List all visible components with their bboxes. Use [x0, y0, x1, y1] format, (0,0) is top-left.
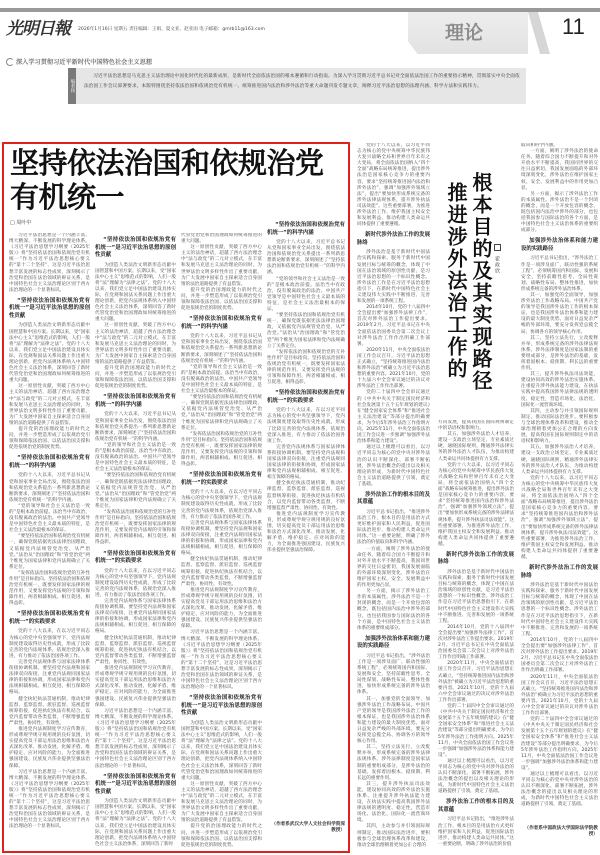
paragraph: 习近平法治思想是一个内涵丰富、博大精深、不断发展的科学理论体系。《习近平法治思想学习纲要（2025年版）》将“坚持依法治国和依规治党有机统一”作为习近平法治思想核心要义的“第十二个坚持”，这是习近平法治思想丰富发展的标志性成果，深刻揭示了治党和治国在法治领域的辩证关系，是中国特色社会主义法治理论区别于西方法治理论的一个显著标识。: [9, 769, 90, 830]
left-article-author: □ 周叶中: [10, 220, 32, 226]
section-heading: “坚持依法治国和依规治党有机统一”的实践要求: [9, 611, 90, 625]
paragraph: 2020年11月，中央全面依法治国工作会议召开，习近平法治思想正式确立，“坚持统筹推进国内法治和涉外法治”被确立为习近平法治思想的重要内容。2021年10月，党的十九届六中全会审议通过的决议对涉外法治工作作出部署。: [438, 661, 514, 703]
paragraph: 完善党内法规体系与国家法律体系衔接协调机制。要坚持党内法规和国家法律双向衔接，注重党内法规同国家法律的衔接和协调，形成国家法律和党内法规相辅相成、相互促进、相互保障的格局。: [95, 599, 176, 635]
paragraph: 提升党的治国理政能力的时代之问，并进一步塑造形成了以依规治党引领和保障依法治国、以依法治国支撑和促进依规治党的制度优势。: [181, 287, 262, 312]
paragraph: 方向发展，提高我国在国际规则制定中的话语权和影响力。: [438, 420, 514, 432]
paragraph: 完善党内法规体系与国家法律体系衔接协调机制。要坚持党内法规和国家法律双向衔接，注重党内法规同国家法律的衔接和协调，形成国家法律和党内法规相辅相成、相互促进、相互保障的格局。: [181, 520, 262, 557]
paragraph: 其二，坚持立法先行，立改废释并举，形成系统完备的涉外法律法规体系。涉外法律制度是国家法制的重要组成部分，是涉外法治的基础，发挥着固根本、稳预期、利长远的重要作用。: [521, 335, 598, 372]
section-heading: 新时代涉外法治工作的发展脉络: [521, 565, 598, 579]
paragraph: 习近平总书记指出，“涉外法治工作是一项涉及面广、联动性强的系统工程”，必须统筹国内和国际、发展和安全，坚持前瞻性思考、全局性谋划、战略性布局、整体性推进，加快形成系统完备的涉外法治体系。: [357, 653, 430, 696]
paragraph: 其一，加强党的全面领导，加强涉外法治工作战略布局。中国共产党的领导是我国涉外法治工作的根本保证，也是我国涉外法治体系和能力建设的最大制度优势。面对日益复杂严峻的外部环境，要充分发挥党总揽全局、协调各方的领导核心作用。: [521, 292, 598, 335]
paragraph: 2014年10月，党的十八届四中全会提出要“加强涉外法律工作”，首次对涉外法治工作提出要求。2019年2月，习近平总书记在中央全面依法治国委员会第二次会议上对涉外法治工作作出明确工作部署。: [521, 637, 598, 674]
paragraph: 涉外法治是基于新时代中国法治实践和探索、服务于新时代中国发展目标与统筹的概念，体现了中国在法治领域的原创性贡献，是习近平法治思想的一个标识性概念。涉外法治工作是在习近平法治思想指引下，在新时代中国特色社会主义建设伟大实践中不断推进、完善和发展的一项系统工程。: [521, 583, 598, 637]
paragraph: 为创造人类法治文明新形态贡献中国智慧和中国方案。长期以来，受“国家法中心主义”思维范式的影响，人们一般将“法”理解为“法律之法”。党的十八大以来，我们党立足中国法治建设具体实际，在党规和国法关系问题上作出重大理论创新，把党内法规体系纳入中国特色社会主义法治体系，深刻回答了新时代管党治党和治国理政如何统筹推进的重大问题。: [95, 262, 176, 323]
paragraph: 其五，加强涉外法治人才培养，建设一支政治立场坚定、专业素质过硬、通晓国际规则、精通涉外法律实务的涉外法治人才队伍，为推动构建人类命运共同体提供有力支撑。: [521, 445, 598, 475]
paragraph: 党的十八大以来，在以习近平同志为核心的党中央坚强领导下，党内法规制度建设取得历史性成就，形成了比较完善的党内法规体系，依规治党深入推进，有力推动了依法治国各项工作。: [9, 629, 90, 659]
paragraph: 党的二十届四中全会审议通过的《中共中央关于制定国民经济和社会发展第十五个五年规划的建议》在“健全国家安全体系”和“推进社会主义法治建设”等部分提出明确要求，为今后5年涉外法治工作指明方向。2025年11月，中央全面依法治国工作会议进一步强调“加强涉外法治体系和能力建设”。: [357, 390, 430, 445]
right-article-bio: （作者系中国政法大学国际法学院教授）: [524, 826, 598, 838]
header-rule: [0, 8, 600, 12]
paragraph: 党的十八大以来，在以习近平同志为核心的党中央坚强领导下，党内法规制度建设取得历史性成就，形成了比较完善的党内法规体系，依规治党深入推进，有力推动了依法治国各项工作。: [267, 408, 345, 444]
right-article-author: 霍政欣: [494, 256, 500, 274]
paragraph: “要坚持依法治国和依规治党有机统一，确保党既依据宪法法律治国理政，又依据党内法规管党治党、从严治党。”法治从“治国理政”和“管党治党”两个维度为国家法律和党内法规确立了关系定位。: [9, 534, 90, 570]
section-heading: “坚持依法治国和依规治党有机统一”的科学内涵: [181, 316, 262, 330]
author-box-icon: [494, 244, 501, 251]
section-heading: “坚持依法治国和依规治党有机统一”的科学内涵: [267, 222, 345, 236]
paragraph: 党的二十届四中全会审议通过的《中共中央关于制定国民经济和社会发展第十五个五年规划的建议》在“健全国家安全体系”和“推进社会主义法治建设”等部分提出明确要求，为今后5年涉外法治工作指明方向。2025年11月，中央全面依法治国工作会议进一步强调“加强涉外法治体系和能力建设”。: [521, 717, 598, 771]
paragraph: 这一原创性贡献，突破了西方中心主义的法治神话，超越了西方法治理念中“法与政党”的二元对立模式，在丰富和发展马克思主义法治理论的同时，为世界法治文明多样性作出了重要贡献，为广大发展中国家自主探索适合自身国情的法治道路提供了有益借鉴。: [181, 245, 262, 287]
paragraph: 党的十八大以来，以习近平同志为核心的党中央统筹中华民族伟大复兴战略全局和世界百年未有之大变局，将全面依法治国纳入“四个全面”战略布局统筹推进，提出涉外法治是国家核心竞争力的重要内容，要求“坚持统筹推进国内法治和涉外法治”，强调“加强涉外领域立法”，提出“要加快形成系统完备的涉外法律法规体系，提升涉外执法司法效能”。这些重要部署，为推进涉外法治工作、维护我国主权安全和发展利益、推动构建人类命运共同体提供了重要遵循。: [521, 475, 598, 560]
paragraph: 推进党内法规制度学习宣传教育，形成尊规学规守规用规的良好氛围，切实提高党员干部运用法治思维和法治方式深化改革、推动发展、化解矛盾、维护稳定、应对风险的能力，为全面推进强国建设、民族复兴伟业提供坚强法治保障。: [9, 726, 90, 769]
paragraph: 通过以上梳理可以看出，以习近平同志为核心的党中央对涉外法治的认识不断深化、部署不断拓展，涉外法治概念的提出以及相关理论的形成，为新时代中国特色社会主义法治道路提供了引领，奠定了基础。: [438, 758, 514, 795]
paragraph: 习近平总书记指出，“涉外法治工作是一项涉及面广、联动性强的系统工程”，必须统筹国内和国际、发展和安全，坚持前瞻性思考、全局性谋划、战略性布局、整体性推进，加快形成系统完备的涉外法治体系。: [521, 256, 598, 292]
right-article-title-line: 根本目的及其实现路径: [469, 172, 493, 392]
series-heading: [6, 57, 152, 66]
paragraph: 党的十八大以来，以习近平同志为核心的党中央统筹中华民族伟大复兴战略全局和世界百年未有之大变局，将全面依法治国纳入“四个全面”战略布局统筹推进，提出涉外法治是国家核心竞争力的重要内容，要求“坚持统筹推进国内法治和涉外法治”，强调“加强涉外领域立法”，提出“要加快形成系统完备的涉外法律法规体系，提升涉外执法司法效能”。这些重要部署，为推进涉外法治工作、维护我国主权安全和发展利益、推动构建人类命运共同体提供了重要遵循。: [438, 462, 514, 547]
paragraph: “党的领导和社会主义法治是一致的”是根本政治前提。法治当中有政治，没有脱离政治的法治。中国共产党领导是中国特色社会主义最本质的特征，是社会主义法治最根本的保证。: [95, 442, 176, 473]
left-article-title: [10, 146, 324, 214]
section-heading: 新时代涉外法治工作的发展脉络: [438, 551, 514, 566]
paragraph: 完善党内法规体系与国家法律体系衔接协调机制。要坚持党内法规和国家法律双向衔接，注重党内法规同国家法律的衔接和协调，形成国家法律和党内法规相辅相成、相互促进、相互保障的格局。: [267, 444, 345, 481]
section-heading: “坚持依法治国和依规治党有机统一”是习近平法治思想的原创性贡献: [181, 695, 262, 717]
page-number: 11: [562, 14, 585, 39]
left-article-column: [9, 233, 90, 849]
paragraph: “要坚持依法治国和依规治党有机统一，确保党既依据宪法法律治国理政，又依据党内法规管党治党、从严治党。”法治从“治国理政”和“管党治党”两个维度为国家法律和党内法规确立了关系定位。: [181, 395, 262, 431]
paragraph: 健全执纪执法贯通机制，推动纪律监督、监察监督、派驻监督、巡视监督统筹衔接，促进执纪执法有机结合，以党内监督带动各类监督，不断增强监督严肃性、协同性、有效性。: [95, 635, 176, 665]
paragraph: 其二，坚持立法先行，立改废释并举，形成系统完备的涉外法律法规体系。涉外法律制度是国家法制的重要组成部分，是涉外法治的基础，发挥着固根本、稳预期、利长远的重要作用。: [357, 745, 430, 781]
paragraph: 为创造人类法治文明新形态贡献中国智慧和中国方案。长期以来，受“国家法中心主义”思维范式的影响，人们一般将“法”理解为“法律之法”。党的十八大以来，我们党立足中国法治建设具体实际，在党规和国法关系问题上作出重大理论创新，把党内法规体系纳入中国特色社会主义法治体系，深刻回答了新时代管党治党和治国理政如何统筹推进的重大问题。: [181, 720, 262, 781]
paragraph: “发挥依法治国和依规治党的互补性作用”是目标指向。坚持依法治国和依规治党有机统一，既要发挥国家法律的规范作用，又要发挥党内法规的引领和保障作用，两者相辅相成、相互促进、相得益彰。: [95, 509, 176, 546]
section-heading: 加强涉外法治体系和能力建设的实践路径: [357, 635, 430, 650]
paragraph: “党的领导和社会主义法治是一致的”是根本政治前提。法治当中有政治，没有脱离政治的法治。中国共产党领导是中国特色社会主义最本质的特征，是社会主义法治最根本的保证。: [267, 276, 345, 313]
paragraph: 习近平总书记指出，“推进涉外法治工作，根本目的是用法治方式更好维护国家和人民利益，促进国际法治进步，推动构建人类命运共同体。”这一重要论断，明确了涉外法治的价值: [438, 817, 514, 847]
paragraph: 涉外法治是基于新时代中国法治实践和探索、服务于新时代中国发展目标与统筹的概念，体现了中国在法治领域的原创性贡献，是习近平法治思想的一个标识性概念。涉外法治工作是在习近平法治思想指引下，在新时代中国特色社会主义建设伟大实践中不断推进、完善和发展的一项系统工程。: [357, 250, 430, 305]
left-article-bio: （作者系武汉大学人文社会科学资深教授）: [271, 822, 345, 834]
paragraph: 提升党的治国理政能力的时代之问，并进一步塑造形成了以依规治党引领和保障依法治国、以依法治国支撑和促进依规治党的制度优势。: [9, 427, 90, 451]
series-title: 深入学习贯彻习近平新时代中国特色社会主义思想: [16, 59, 153, 66]
section-heading: 加强涉外法治体系和能力建设的实践路径: [521, 238, 598, 252]
editor-note-tag: 编者按: [68, 68, 76, 104]
paragraph: 为创造人类法治文明新形态贡献中国智慧和中国方案。长期以来，受“国家法中心主义”思维范式的影响，人们一般将“法”理解为“法律之法”。党的十八大以来，我们党立足中国法治建设具体实际，在党规和国法关系问题上作出重大理论创新，把党内法规体系纳入中国特色社会主义法治体系，深刻回答了新时: [95, 799, 176, 847]
section-heading: “坚持依法治国和依规治党有机统一”的实践要求: [181, 472, 262, 486]
paragraph: 2020年11月，中央全面依法治国工作会议召开，习近平法治思想正式确立，“坚持统筹推进国内法治和涉外法治”被确立为习近平法治思想的重要内容。2021年10月，党的十九届六中全会审议通过的决议对涉外法治工作作出部署。: [357, 347, 430, 390]
masthead-logo: 光明日報: [6, 19, 70, 39]
paragraph: 通过以上梳理可以看出，以习近平同志为核心的党中央对涉外法治的认识不断深化、部署不断拓展，涉外法治概念的提出以及相关理论的形成，为新时代中国特色社会主义法治道路提供了引领，奠定了基础。: [357, 445, 430, 487]
left-article-column: [95, 233, 176, 849]
paragraph: 健全执纪执法贯通机制，推动纪律监督、监察监督、派驻监督、巡视监督统筹衔接，促进执纪执法有机结合，以党内监督带动各类监督，不断增强监督严肃性、协同性、有效性。: [267, 481, 345, 511]
paragraph: 提升党的治国理政能力的时代之问，并进一步塑造形成了以依规治党引领和保障依法治国、以依法治国支撑和促进依规治党的制度优势。: [181, 824, 262, 848]
section-heading: “坚持依法治国和依规治党有机统一”的科学内涵: [95, 394, 176, 408]
paragraph: 推进党内法规制度学习宣传教育，形成尊规学规守规用规的良好氛围，切实提高党员干部运用法治思维和法治方式深化改革、推动发展、化解矛盾、维护稳定、应对风险的能力，为全面推进强国建设、民族复兴伟业提供坚强法治保障。: [267, 511, 345, 554]
section-heading: “坚持依法治国和依规治党有机统一”是习近平法治思想的原创性贡献: [95, 237, 176, 258]
right-article-column: [357, 143, 430, 850]
paragraph: 推进党内法规制度学习宣传教育，形成尊规学规守规用规的良好氛围，切实提高党员干部运用法治思维和法治方式深化改革、推动发展、化解矛盾、维护稳定、应对风险的能力，为全面推进强国建设、民族复兴伟业提供坚强法治保障。: [95, 666, 176, 708]
paragraph: 2014年10月，党的十八届四中全会提出要“加强涉外法律工作”，首次对涉外法治工作提出要求。2019年2月，习近平总书记在中央全面依法治国委员会第二次会议上对涉外法治工作作出明确工作部署。: [438, 624, 514, 661]
paragraph: “党的领导和社会主义法治是一致的”是根本政治前提。法治当中有政治，没有脱离政治的法治。中国共产党领导是中国特色社会主义最本质的特征，是社会主义法治最根本的保证。: [181, 364, 262, 395]
paragraph: 党的二十届四中全会审议通过的《中共中央关于制定国民经济和社会发展第十五个五年规划的建议》在“健全国家安全体系”和“推进社会主义法治建设”等部分提出明确要求，为今后5年涉外法治工作指明方向。2025年11月，中央全面依法治国工作会议进一步强调“加强涉外法治体系和能力建设”。: [438, 704, 514, 758]
section-heading: 涉外法治工作的根本目的及其意蕴: [357, 491, 430, 506]
paragraph: 其四，主动参与并引领国际规则制定，推动国际法治进步。要积极参与全球治理体系改革和建设，推动全球治理朝着更加公正合理的: [357, 824, 430, 848]
paragraph: 习近平法治思想是一个内涵丰富、博大精深、不断发展的科学理论体系。《习近平法治思想学习纲要（2025年版）》将“坚持依法治国和依规治党有机统一”作为习近平法治思想核心要义的“第十二个坚持”，这是习近平法治思想丰富发展的标志性成果，深刻揭示了治党和治国在法治领域的辩证关系，是中国特色社会主义法治理论区别于西方法治理论的一个显著标识。: [9, 233, 90, 293]
paragraph: 为创造人类法治文明新形态贡献中国智慧和中国方案。长期以来，受“国家法中心主义”思维范式的影响，人们一般将“法”理解为“法律之法”。党的十八大以来，我们党立足中国法治建设具体实际，在党规和国法关系问题上作出重大理论创新，把党内法规体系纳入中国特色社会主义法治体系，深刻回答了新时代管党治党和治国理政如何统筹推进的重大问题。: [9, 323, 90, 384]
dateline: 2026年1月16日 星期五 责任编辑：王娟、夏文亚、赵亚雨 电子邮箱：gmrb11@163.com: [78, 27, 265, 32]
section-heading: 新时代涉外法治工作的发展脉络: [357, 232, 430, 246]
paragraph: 代管党治党和治国理政如何统筹推进的重大问题。: [181, 233, 262, 245]
section-heading: “坚持依法治国和依规治党有机统一”是习近平法治思想的原创性贡献: [9, 297, 90, 319]
paragraph: 涉外法治是基于新时代中国法治实践和探索、服务于新时代中国发展目标与统筹的概念，体现了中国在法治领域的原创性贡献，是习近平法治思想的一个标识性概念。涉外法治工作是在习近平法治思想指引下，在新时代中国特色社会主义建设伟大实践中不断推进、完善和发展的一项系统工程。: [438, 569, 514, 624]
paragraph: 党的十八大以来，习近平总书记从党和国家事业全局出发，围绕依法治国和依规治党关系提出一系列新思想新论断新要求，深刻阐述了“坚持依法治国和依规治党有机统一”的科学内涵。: [267, 240, 345, 276]
section-heading: “坚持依法治国和依规治党有机统一”的实践要求: [267, 390, 345, 404]
title-line: 有机统一: [10, 180, 125, 214]
paragraph: 另一方面，揭示了涉外法治工作的本质属性。涉外法治不是一个封闭的概念，而是一个开放包容的概念，既包括国内法治中涉外的部分，也包括我国参与国际法治的各个方面，是中国特色社会主义法治体系的重要组成部分。: [357, 589, 430, 631]
paragraph: 提升党的治国理政能力的时代之问，并进一步塑造形成了以依规治党引领和保障依法治国、以依法治国支撑和促进依规治党的制度优势。: [95, 366, 176, 390]
paragraph: 党的十八大以来，在以习近平同志为核心的党中央坚强领导下，党内法规制度建设取得历史性成就，形成了比较完善的党内法规体系，依规治党深入推进，有力推动了依法治国各项工作。: [181, 490, 262, 520]
paragraph: “发挥依法治国和依规治党的互补性作用”是目标指向。坚持依法治国和依规治党有机统一，既要发挥国家法律的规范作用，又要发挥党内法规的引领和保障作用，两者相辅相成、相互促进、相得益彰。: [9, 570, 90, 607]
paragraph: 取向和科学内涵。: [521, 143, 558, 148]
paragraph: 党的十八大以来，以习近平同志为核心的党中央统筹中华民族伟大复兴战略全局和世界百年未有之大变局，将全面依法治国纳入“四个全面”战略布局统筹推进，提出涉外法治是国家核心竞争力的重要内容，要求“坚持统筹推进国内法治和涉外法治”，强调“加强涉外领域立法”，提出“要加快形成系统完备的涉外法律法规体系，提升涉外执法司法效能”。这些重要部署，为推进涉外法治工作、维护我国主权安全和发展利益、推动构建人类命运共同体提供了重要遵循。: [357, 143, 430, 228]
section-heading: 涉外法治工作的根本目的及其意蕴: [438, 799, 514, 813]
paragraph: 习近平法治思想是一个内涵丰富、博大精深、不断发展的科学理论体系。《习近平法治思想学习纲要（2025年版）》将“坚持依法治国和依规治党有机统一”作为习近平法治思想核心要义的“第十二个坚持”，这是习近平法治思想丰富发展的标志性成果，深刻揭示了治党和治国在法治领域的辩证关系，是中国特色社会主义法治理论区别于西方法治理论的一个显著标识。: [95, 708, 176, 769]
section-heading: “坚持依法治国和依规治党有机统一”的实践要求: [95, 550, 176, 565]
paragraph: 推进党内法规制度学习宣传教育，形成尊规学规守规用规的良好氛围，切实提高党员干部运用法治思维和法治方式深化改革、推动发展、化解矛盾、维护稳定、应对风险的能力，为全面推进强国建设、民族复兴伟业提供坚强法治保障。: [181, 587, 262, 630]
paragraph: 一方面，阐明了涉外法治的使命任务。随着综合国力不断提升和对外开放水平不断提高，我国同世界的交往日益密切，我国发展面临的外部环境深刻变化，涉外法治在维护国家主权、安全、发展利益中的作用更加凸显。: [357, 546, 430, 589]
paragraph: 这一原创性贡献，突破了西方中心主义的法治神话，超越了西方法治理念中“法与政党”的二元对立模式，在丰富和发展马克思主义法治理论的同时，为世界法治文明多样性作出了重要贡献，为广大发展中国家自主探索适合自身国情的法治道路提供了有益借鉴。: [95, 323, 176, 365]
paragraph: 党的十八大以来，习近平总书记从党和国家事业全局出发，围绕依法治国和依规治党关系提出一系列新思想新论断新要求，深刻阐述了“坚持依法治国和依规治党有机统一”的科学内涵。: [9, 473, 90, 503]
paragraph: 党的十八大以来，习近平总书记从党和国家事业全局出发，围绕依法治国和依规治党关系提出一系列新思想新论断新要求，深刻阐述了“坚持依法治国和依规治党有机统一”的科学内涵。: [181, 334, 262, 364]
editor-note-text: 习近平法治思想是马克思主义法治理论中国化时代化的最新成果，是新时代全面依法治国的根本遵循和行动指南。为深入学习贯彻习近平总书记对全面依法治国工作的重要指示精神，贯彻落实中央全面依法治国工作会议部署要求，本版特围绕坚持依法治国和依规治党有机统一、统筹推进国内法治和涉外法治等重大命题刊发专题文章，阐释习近平法治思想的法理内涵、科学方法和实践伟力。: [84, 74, 520, 89]
rubric-stripe: [528, 12, 550, 54]
circle-arrow-icon: [6, 58, 14, 66]
paragraph: “发挥依法治国和依规治党的互补性作用”是目标指向。坚持依法治国和依规治党有机统一，既要发挥国家法律的规范作用，又要发挥党内法规的引领和保障作用，两者相辅相成、相互促进、相得益彰。: [181, 431, 262, 468]
paragraph: 习近平法治思想是一个内涵丰富、博大精深、不断发展的科学理论体系。《习近平法治思想学习纲要（2025年版）》将“坚持依法治国和依规治党有机统一”作为习近平法治思想核心要义的“第十二个坚持”，这是习近平法治思想丰富发展的标志性成果，深刻揭示了治党和治国在法治领域的辩证关系，是中国特色社会主义法治理论区别于西方法治理论的一个显著标识。: [181, 630, 262, 691]
paragraph: 其四，主动参与并引领国际规则制定，推动国际法治进步。要积极参与全球治理体系改革和建设，推动全球治理朝着更加公正合理的方向发展，提高我国在国际规则制定中的话语权和影响力。: [521, 408, 598, 445]
paragraph: 2020年11月，中央全面依法治国工作会议召开，习近平法治思想正式确立，“坚持统筹推进国内法治和涉外法治”被确立为习近平法治思想的重要内容。2021年10月，党的十九届六中全会审议通过的决议对涉外法治工作作出部署。: [521, 674, 598, 717]
paragraph: 一方面，阐明了涉外法治的使命任务。随着综合国力不断提升和对外开放水平不断提高，我国同世界的交往日益密切，我国发展面临的外部环境深刻变化，涉外法治在维护国家主权、安全、发展利益中的作用更加凸显。: [521, 149, 598, 191]
paragraph: 这一原创性贡献，突破了西方中心主义的法治神话，超越了西方法治理念中“法与政党”的二元对立模式，在丰富和发展马克思主义法治理论的同时，为世界法治文明多样性作出了重要贡献，为广大发展中国家自主探索适合自身国情的法治道路提供了有益借鉴。: [181, 781, 262, 824]
paragraph: “发挥依法治国和依规治党的互补性作用”是目标指向。坚持依法治国和依规治党有机统一，既要发挥国家法律的规范作用，又要发挥党内法规的引领和保障作用，两者相辅相成、相互促进、相得益彰。: [267, 349, 345, 386]
paragraph: “要坚持依法治国和依规治党有机统一，确保党既依据宪法法律治国理政，又依据党内法规管党治党、从严治党。”法治从“治国理政”和“管党治党”两个维度为国家法律和党内法规确立了关系定位。: [267, 313, 345, 349]
paragraph: “要坚持依法治国和依规治党有机统一，确保党既依据宪法法律治国理政，又依据党内法规管党治党、从严治党。”法治从“治国理政”和“管党治党”两个维度为国家法律和党内法规确立了关系定位。: [95, 473, 176, 509]
paragraph: “党的领导和社会主义法治是一致的”是根本政治前提。法治当中有政治，没有脱离政治的法治。中国共产党领导是中国特色社会主义最本质的特征，是社会主义法治最根本的保证。: [9, 503, 90, 534]
right-article-title-line: 推进涉外法治工作的: [444, 182, 468, 380]
paragraph: 这一原创性贡献，突破了西方中心主义的法治神话，超越了西方法治理念中“法与政党”的二元对立模式，在丰富和发展马克思主义法治理论的同时，为世界法治文明多样性作出了重要贡献，为广大发展中国家自主探索适合自身国情的法治道路提供了有益借鉴。: [9, 384, 90, 426]
paragraph: 2014年10月，党的十八届四中全会提出要“加强涉外法律工作”，首次对涉外法治工作提出要求。2019年2月，习近平总书记在中央全面依法治国委员会第二次会议上对涉外法治工作作出明确工作部署。: [357, 305, 430, 347]
left-article-column: [181, 233, 262, 849]
right-article-column: [438, 420, 514, 850]
paragraph: 健全执纪执法贯通机制，推动纪律监督、监察监督、派驻监督、巡视监督统筹衔接，促进执纪执法有机结合，以党内监督带动各类监督，不断增强监督严肃性、协同性、有效性。: [181, 557, 262, 587]
paragraph: 习近平总书记指出，“推进涉外法治工作，根本目的是用法治方式更好维护国家和人民利益，促进国际法治进步，推动构建人类命运共同体。”这一重要论断，明确了涉外法治的价值取向和科学内涵。: [357, 509, 430, 546]
paragraph: 另一方面，揭示了涉外法治工作的本质属性。涉外法治不是一个封闭的概念，而是一个开放包容的概念，既包括国内法治中涉外的部分，也包括我国参与国际法治的各个方面，是中国特色社会主义法治体系的重要组成部分。: [521, 191, 598, 234]
section-heading: “坚持依法治国和依规治党有机统一”是习近平法治思想的原创性贡献: [95, 773, 176, 795]
paragraph: 其五，加强涉外法治人才培养，建设一支政治立场坚定、专业素质过硬、通晓国际规则、精通涉外法律实务的涉外法治人才队伍，为推动构建人类命运共同体提供有力支撑。: [438, 432, 514, 462]
paragraph: 其三，提升涉外执法司法效能，建设协同高效的涉外法治实施体系。注重提升涉外执法能力建设，在执法实践中提高我国涉外法律法规的透明度、稳定性，营造市场化、法治化、国际化一流营商环境。: [521, 372, 598, 408]
left-article-column: [267, 218, 345, 816]
paragraph: 通过以上梳理可以看出，以习近平同志为核心的党中央对涉外法治的认识不断深化、部署不断拓展，涉外法治概念的提出以及相关理论的形成，为新时代中国特色社会主义法治道路提供了引领，奠定了基础。: [521, 772, 598, 808]
paragraph: 党的十八大以来，习近平总书记从党和国家事业全局出发，围绕依法治国和依规治党关系提出一系列新思想新论断新要求，深刻阐述了“坚持依法治国和依规治党有机统一”的科学内涵。: [95, 412, 176, 442]
paragraph: 健全执纪执法贯通机制，推动纪律监督、监察监督、派驻监督、巡视监督统筹衔接，促进执纪执法有机结合，以党内监督带动各类监督，不断增强监督严肃性、协同性、有效性。: [9, 696, 90, 726]
paragraph: 其三，提升涉外执法司法效能，建设协同高效的涉外法治实施体系。注重提升涉外执法能力建设，在执法实践中提高我国涉外法律法规的透明度、稳定性，营造市场化、法治化、国际化一流营商环境。: [357, 781, 430, 824]
right-article-column: [521, 143, 598, 823]
title-line: 坚持依法治国和依规治党: [10, 146, 324, 180]
rubric-label: 理论: [445, 22, 484, 44]
paragraph: 党的十八大以来，在以习近平同志为核心的党中央坚强领导下，党内法规制度建设取得历史性成就，形成了比较完善的党内法规体系，依规治党深入推进，有力推动了依法治国各项工作。: [95, 568, 176, 598]
paragraph: 其一，加强党的全面领导，加强涉外法治工作战略布局。中国共产党的领导是我国涉外法治工作的根本保证，也是我国涉外法治体系和能力建设的最大制度优势。面对日益复杂严峻的外部环境，要充分发挥党总揽全局、协调各方的领导核心作用。: [357, 696, 430, 745]
section-heading: “坚持依法治国和依规治党有机统一”的科学内涵: [9, 455, 90, 469]
paragraph: 完善党内法规体系与国家法律体系衔接协调机制。要坚持党内法规和国家法律双向衔接，注重党内法规同国家法律的衔接和协调，形成国家法律和党内法规相辅相成、相互促进、相互保障的格局。: [9, 659, 90, 696]
